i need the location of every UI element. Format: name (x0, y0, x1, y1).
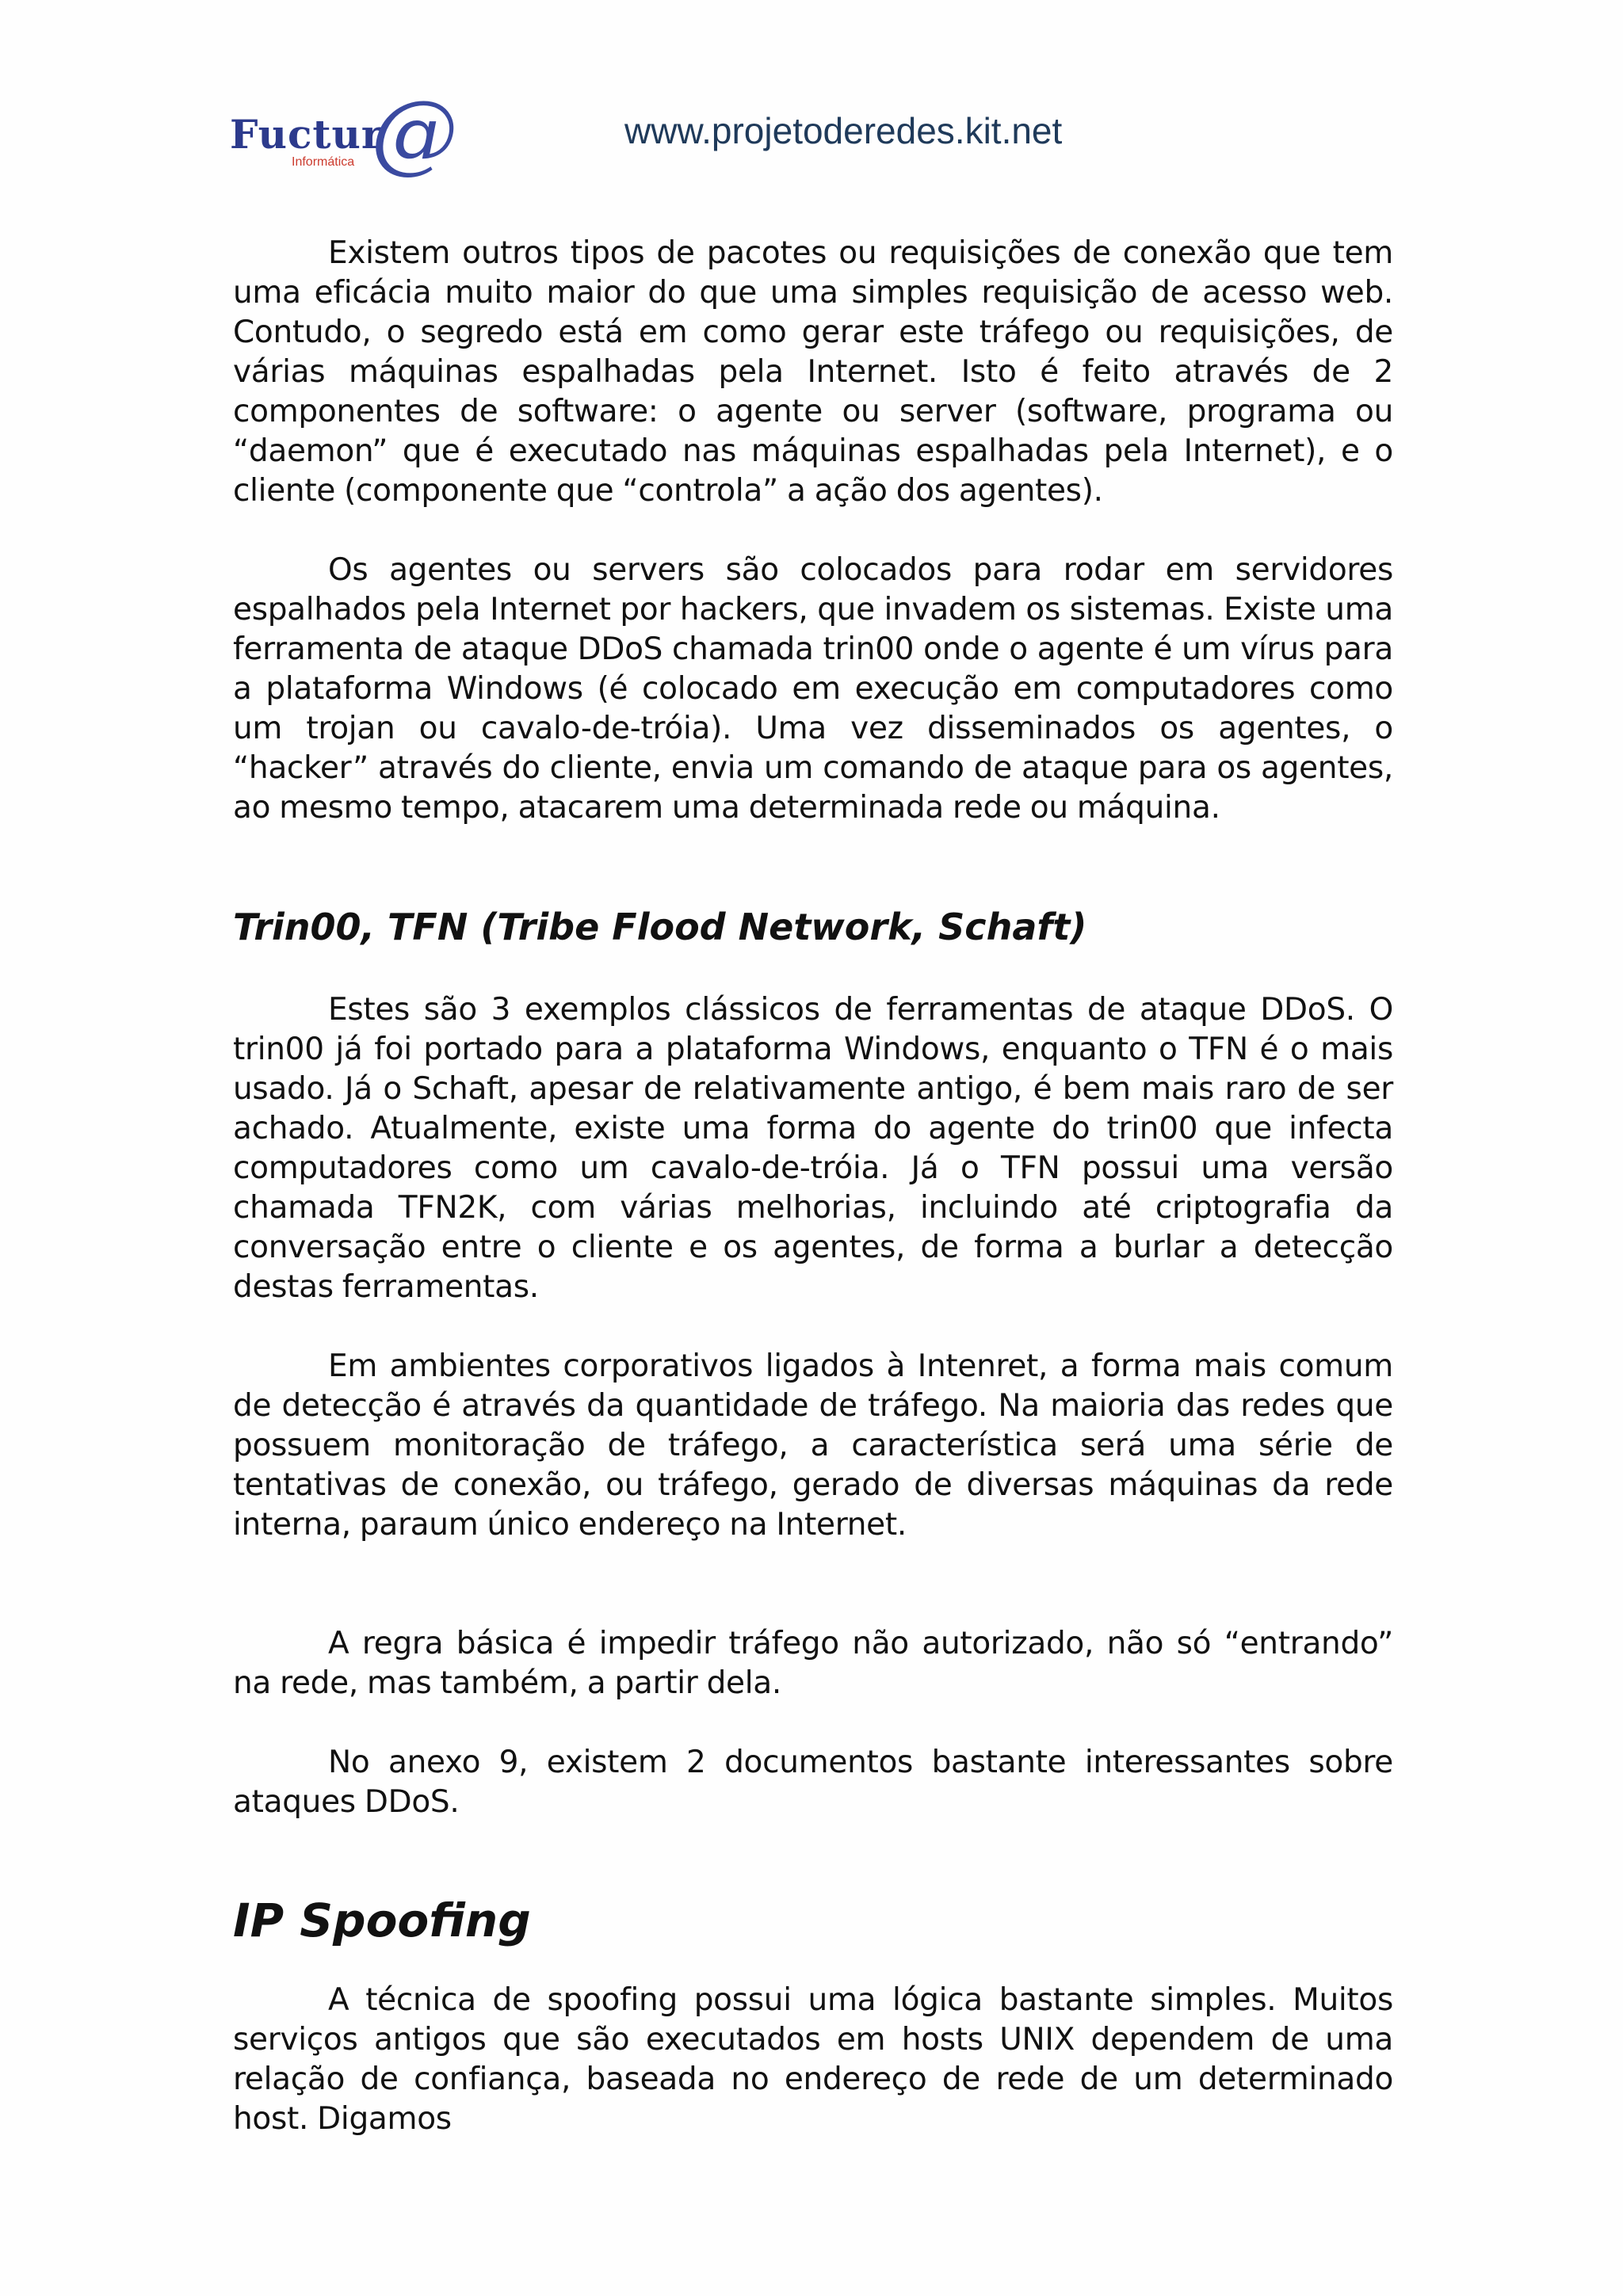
paragraph-1: Existem outros tipos de pacotes ou requisições de conexão que tem uma eficácia muito maior do que uma simples requisição de acesso web. Contudo, o segredo está em como gerar este tráfego ou requisições, de várias máquinas espalhadas pela Internet. Isto é feito através de 2 componentes de software: o agente ou server (software, programa ou “daemon” que é executado nas máquinas espalhadas pela Internet), e o cliente (componente que “controla” a ação dos agentes). (233, 235, 1393, 509)
document-body (233, 234, 1393, 2139)
paragraph-5: A regra básica é impedir tráfego não autorizado, não só “entrando” na rede, mas também, a partir dela. (233, 1626, 1393, 1701)
fuctura-logo (230, 82, 458, 183)
logo-subtitle: Informática (292, 155, 355, 169)
paragraph-2: Os agentes ou servers são colocados para rodar em servidores espalhados pela Internet por hackers, que invadem os sistemas. Existe uma ferramenta de ataque DDoS chamada trin00 onde o agente é um vírus para a plataforma Windows (é colocado em execução em computadores como um trojan ou cavalo-de-tróia). Uma vez disseminados os agentes, o “hacker” através do cliente, envia um comando de ataque para os agentes, ao mesmo tempo, atacarem uma determinada rede ou máquina. (233, 552, 1393, 826)
paragraph-3: Estes são 3 exemplos clássicos de ferramentas de ataque DDoS. O trin00 já foi portado para a plataforma Windows, enquanto o TFN é o mais usado. Já o Schaft, apesar de relativamente antigo, é bem mais raro de ser achado. Atualmente, existe uma forma do agente do trin00 que infecta computadores como um cavalo-de-tróia. Já o TFN possui uma versão chamada TFN2K, com várias melhorias, incluindo até criptografia da conversação entre o cliente e os agentes, de forma a burlar a detecção destas ferramentas. (233, 992, 1393, 1305)
paragraph-7: A técnica de spoofing possui uma lógica bastante simples. Muitos serviços antigos que são executados em hosts UNIX dependem de uma relação de confiança, baseada no endereço de rede de um determinado host. Digamos (233, 1982, 1393, 2137)
page-header (230, 82, 1395, 183)
paragraph-6: No anexo 9, existem 2 documentos bastante interessantes sobre ataques DDoS. (233, 1745, 1393, 1820)
logo-text: Fuctur (230, 111, 384, 158)
site-url: www.projetoderedes.kit.net (624, 110, 1063, 151)
paragraph-4: Em ambientes corporativos ligados à Intenret, a forma mais comum de detecção é através da quantidade de tráfego. Na maioria das redes que possuem monitoração de tráfego, a característica será uma série de tentativas de conexão, ou tráfego, gerado de diversas máquinas da rede interna, paraum único endereço na Internet. (233, 1348, 1393, 1543)
logo-at-symbol: @ (371, 82, 458, 183)
section-heading-ip-spoofing: IP Spoofing (233, 1894, 531, 1947)
section-heading-trin00: Trin00, TFN (Tribe Flood Network, Schaft) (233, 906, 1087, 948)
